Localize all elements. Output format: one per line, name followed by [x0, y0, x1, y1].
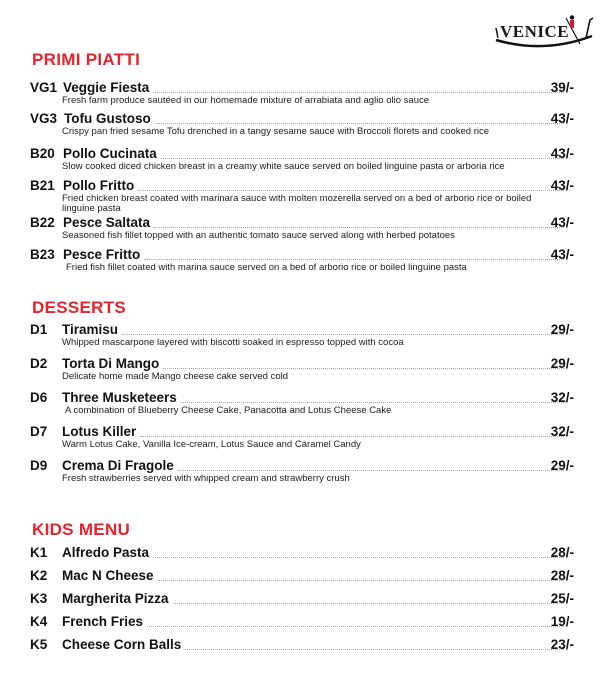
- dot-leader: [144, 259, 564, 260]
- item-price: 25/-: [550, 591, 574, 606]
- dot-leader: [163, 368, 564, 369]
- item-code: B20: [30, 146, 55, 161]
- section-title: DESSERTS: [32, 298, 127, 317]
- item-name: Pollo Cucinata: [63, 146, 157, 161]
- item-description: Seasoned fish fillet topped with an authentic tomato sauce served along with herbed potatoes: [62, 230, 455, 241]
- item-description: A combination of Blueberry Cheese Cake, Panacotta and Lotus Cheese Cake: [65, 405, 392, 416]
- item-code: D9: [30, 458, 48, 473]
- item-name: Crema Di Fragole: [62, 458, 174, 473]
- logo-text: VENICE: [500, 22, 570, 41]
- menu-item: [0, 247, 608, 277]
- item-code: K4: [30, 614, 48, 629]
- menu-item: [0, 390, 608, 420]
- item-price: 23/-: [550, 637, 574, 652]
- dot-leader: [178, 470, 564, 471]
- item-name: Tofu Gustoso: [64, 111, 151, 126]
- item-price: 39/-: [550, 80, 574, 95]
- menu-item: [0, 178, 608, 214]
- item-code: B23: [30, 247, 55, 262]
- item-code: D2: [30, 356, 48, 371]
- item-name: Alfredo Pasta: [62, 545, 150, 560]
- dot-leader: [122, 334, 564, 335]
- item-description: Warm Lotus Cake, Vanilla Ice-cream, Lotus Sauce and Caramel Candy: [62, 439, 361, 450]
- item-code: B22: [30, 215, 55, 230]
- item-price: 43/-: [550, 111, 574, 126]
- item-code: D6: [30, 390, 48, 405]
- dot-leader: [153, 557, 564, 558]
- item-name: Torta Di Mango: [62, 356, 160, 371]
- item-name: Margherita Pizza: [62, 591, 169, 606]
- item-name: Cheese Corn Balls: [62, 637, 182, 652]
- item-name: Tiramisu: [62, 322, 119, 337]
- menu-item: [0, 458, 608, 488]
- dot-leader: [185, 649, 564, 650]
- menu-item: [0, 80, 608, 110]
- dot-leader: [147, 626, 564, 627]
- item-name: Three Musketeers: [62, 390, 177, 405]
- item-description: Crispy pan fried sesame Tofu drenched in a tangy sesame sauce with Broccoli florets and cooked rice: [62, 126, 490, 137]
- item-price: 28/-: [550, 568, 574, 583]
- item-price: 28/-: [550, 545, 574, 560]
- section-title: PRIMI PIATTI: [32, 50, 141, 69]
- item-name: Pollo Fritto: [63, 178, 135, 193]
- item-price: 29/-: [550, 356, 574, 371]
- dot-leader: [140, 436, 564, 437]
- dot-leader: [153, 92, 564, 93]
- item-price: 19/-: [550, 614, 574, 629]
- item-description: Fried fish fillet coated with marina sauce served on a bed of arborio rice or boiled linguine pasta: [66, 262, 467, 273]
- item-name: Lotus Killer: [62, 424, 137, 439]
- item-price: 32/-: [550, 424, 574, 439]
- item-description: Fresh farm produce sautéed in our homemade mixture of arrabiata and aglio olio sauce: [62, 95, 430, 106]
- menu-item: [0, 637, 608, 667]
- item-code: VG3: [30, 111, 58, 126]
- dot-leader: [155, 123, 564, 124]
- item-price: 32/-: [550, 390, 574, 405]
- item-description: Fresh strawberries served with whipped cream and strawberry crush: [62, 473, 350, 484]
- item-code: B21: [30, 178, 55, 193]
- dot-leader: [161, 158, 564, 159]
- dot-leader: [138, 190, 564, 191]
- menu-item: [0, 356, 608, 386]
- item-price: 43/-: [550, 146, 574, 161]
- item-price: 29/-: [550, 322, 574, 337]
- item-code: D1: [30, 322, 48, 337]
- menu-item: [0, 424, 608, 454]
- menu-item: [0, 111, 608, 141]
- item-code: VG1: [30, 80, 58, 95]
- dot-leader: [158, 580, 564, 581]
- menu-item: [0, 146, 608, 176]
- item-name: Pesce Fritto: [63, 247, 141, 262]
- item-description: Whipped mascarpone layered with biscotti soaked in espresso topped with cocoa: [62, 337, 404, 348]
- section-title: KIDS MENU: [32, 520, 131, 539]
- menu-item: [0, 322, 608, 352]
- item-description: Fried chicken breast coated with marinara sauce with molten mozerella served on a bed of arborio rice or boiled linguine pasta: [62, 193, 532, 214]
- dot-leader: [154, 227, 564, 228]
- item-price: 43/-: [550, 215, 574, 230]
- item-code: K2: [30, 568, 48, 583]
- venice-logo: [494, 14, 594, 50]
- item-price: 29/-: [550, 458, 574, 473]
- dot-leader: [173, 603, 564, 604]
- menu-item: [0, 215, 608, 245]
- item-name: Veggie Fiesta: [63, 80, 150, 95]
- item-code: K3: [30, 591, 48, 606]
- item-code: D7: [30, 424, 48, 439]
- item-description: Slow cooked diced chicken breast in a creamy white sauce served on boiled linguine pasta or arboria rice: [62, 161, 505, 172]
- item-name: Mac N Cheese: [62, 568, 154, 583]
- item-code: K5: [30, 637, 48, 652]
- dot-leader: [181, 402, 564, 403]
- item-code: K1: [30, 545, 48, 560]
- item-description: Delicate home made Mango cheese cake served cold: [62, 371, 289, 382]
- item-name: Pesce Saltata: [63, 215, 151, 230]
- item-price: 43/-: [550, 247, 574, 262]
- item-price: 43/-: [550, 178, 574, 193]
- item-name: French Fries: [62, 614, 144, 629]
